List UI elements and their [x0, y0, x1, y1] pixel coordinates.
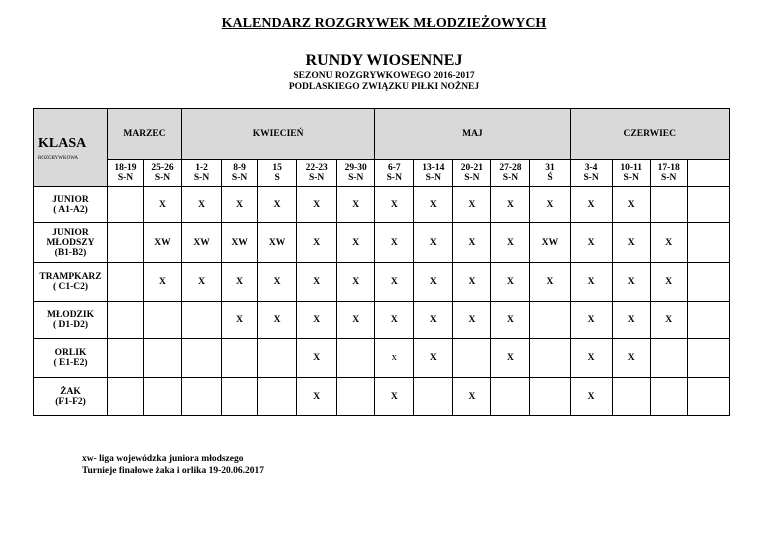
match-cell: X	[375, 302, 414, 339]
category-name: JUNIOR	[52, 194, 89, 205]
match-cell	[222, 378, 258, 416]
date-range: 8-9	[233, 163, 246, 173]
match-cell	[108, 223, 144, 263]
date-range: 13-14	[422, 163, 445, 173]
schedule-table	[33, 108, 730, 416]
month-czerwiec: CZERWIEC	[570, 109, 729, 160]
match-cell: X	[375, 378, 414, 416]
category-code: ( E1-E2)	[53, 358, 88, 368]
match-cell: X	[650, 223, 687, 263]
match-cell: X	[337, 187, 375, 223]
category-code: (F1-F2)	[55, 396, 86, 407]
document-title: KALENDARZ ROZGRYWEK MŁODZIEŻOWYCH	[221, 16, 547, 31]
match-cell: X	[222, 302, 258, 339]
category-cell	[34, 302, 108, 339]
match-cell	[108, 339, 144, 378]
date-header-cell	[414, 160, 453, 187]
klasa-label: KLASA	[38, 136, 87, 151]
date-header-cell	[530, 160, 570, 187]
match-cell: X	[612, 223, 650, 263]
match-cell: X	[650, 263, 687, 302]
date-header-cell	[143, 160, 181, 187]
match-cell	[687, 223, 729, 263]
note-xw-legend: xw- liga wojewódzka juniora młodszego	[82, 454, 244, 464]
date-days: S-N	[464, 173, 480, 183]
match-cell: X	[297, 263, 337, 302]
match-cell: X	[570, 339, 612, 378]
match-cell: X	[297, 378, 337, 416]
match-cell: X	[612, 187, 650, 223]
match-cell: XW	[222, 223, 258, 263]
notes	[82, 453, 264, 477]
match-cell: X	[453, 187, 491, 223]
date-days: S-N	[117, 173, 134, 183]
date-header-cell	[650, 160, 687, 187]
association-line: PODLASKIEGO ZWIĄZKU PIŁKI NOŻNEJ	[288, 82, 480, 92]
date-header-cell	[258, 160, 297, 187]
month-marzec: MARZEC	[108, 109, 182, 160]
category-cell	[34, 339, 108, 378]
match-cell	[258, 378, 297, 416]
match-cell: X	[337, 223, 375, 263]
table-row	[34, 378, 730, 416]
match-cell	[108, 302, 144, 339]
match-cell	[108, 378, 144, 416]
match-cell: X	[570, 302, 612, 339]
match-cell: X	[258, 263, 297, 302]
date-range: 17-18	[657, 163, 680, 173]
table-row	[34, 223, 730, 263]
match-cell: X	[375, 187, 414, 223]
category-code: (B1-B2)	[54, 247, 87, 258]
match-cell: XW	[258, 223, 297, 263]
date-header-cell	[453, 160, 491, 187]
match-cell: X	[530, 187, 570, 223]
date-days: S-N	[661, 173, 677, 183]
date-days: S-N	[348, 173, 364, 183]
category-code: ( A1-A2)	[53, 204, 88, 215]
match-cell: X	[297, 302, 337, 339]
match-cell: X	[570, 187, 612, 223]
category-cell	[34, 378, 108, 416]
date-days: S-N	[502, 173, 519, 183]
table-row	[34, 187, 730, 223]
match-cell: X	[612, 302, 650, 339]
match-cell	[650, 187, 687, 223]
category-name: ŻAK	[60, 386, 81, 397]
date-range: 10-11	[620, 163, 642, 173]
match-cell: X	[570, 223, 612, 263]
match-cell	[258, 339, 297, 378]
date-header-cell	[570, 160, 612, 187]
table-row	[34, 339, 730, 378]
match-cell: X	[258, 302, 297, 339]
date-range: 22-23	[305, 163, 328, 173]
category-name: ORLIK	[54, 348, 87, 358]
category-name: TRAMPKARZ	[39, 272, 102, 282]
match-cell	[414, 378, 453, 416]
document-subtitle: RUNDY WIOSENNEJ	[305, 52, 463, 69]
match-cell: X	[414, 223, 453, 263]
match-cell: X	[182, 263, 222, 302]
match-cell	[687, 302, 729, 339]
match-cell	[108, 187, 144, 223]
category-cell	[34, 223, 108, 263]
match-cell: XW	[143, 223, 181, 263]
date-days: Ś	[547, 173, 553, 183]
date-range: 1-2	[195, 163, 208, 173]
match-cell: X	[491, 223, 530, 263]
klasa-sublabel: ROZGRYWKOWA	[38, 156, 78, 161]
match-cell	[530, 302, 570, 339]
date-range: 25-26	[151, 163, 174, 173]
match-cell: X	[453, 223, 491, 263]
match-cell: X	[143, 187, 181, 223]
match-cell	[453, 339, 491, 378]
date-header-cell	[297, 160, 337, 187]
match-cell: X	[612, 339, 650, 378]
match-cell: X	[143, 263, 181, 302]
date-days: S-N	[623, 173, 639, 183]
match-cell: x	[375, 339, 414, 378]
match-cell	[687, 339, 729, 378]
date-days: S-N	[154, 173, 171, 183]
match-cell: X	[222, 263, 258, 302]
table-row	[34, 263, 730, 302]
match-cell: X	[491, 187, 530, 223]
match-cell: X	[612, 263, 650, 302]
match-cell	[491, 378, 530, 416]
date-days: S-N	[231, 173, 248, 183]
date-days: S-N	[193, 173, 210, 183]
match-cell: X	[414, 339, 453, 378]
match-cell: X	[258, 187, 297, 223]
date-header-cell	[612, 160, 650, 187]
date-days: S-N	[386, 173, 402, 183]
match-cell: X	[491, 339, 530, 378]
date-header-cell	[108, 160, 144, 187]
match-cell: X	[414, 302, 453, 339]
match-cell: X	[414, 187, 453, 223]
match-cell: X	[570, 378, 612, 416]
match-cell	[650, 378, 687, 416]
match-cell: X	[182, 187, 222, 223]
category-cell	[34, 263, 108, 302]
date-header-cell	[337, 160, 375, 187]
match-cell: X	[491, 263, 530, 302]
match-cell: X	[570, 263, 612, 302]
match-cell	[530, 339, 570, 378]
match-cell	[687, 378, 729, 416]
date-range: 20-21	[460, 163, 483, 173]
date-days: S-N	[425, 173, 441, 183]
date-range: 15	[272, 163, 282, 173]
month-kwiecien: KWIECIEŃ	[182, 109, 375, 160]
category-code: ( C1-C2)	[52, 282, 89, 292]
match-cell	[182, 302, 222, 339]
date-header-cell	[222, 160, 258, 187]
date-range: 31	[545, 163, 555, 173]
date-range: 3-4	[584, 163, 598, 173]
match-cell	[612, 378, 650, 416]
category-code: ( D1-D2)	[52, 320, 89, 330]
match-cell: X	[222, 187, 258, 223]
match-cell: X	[453, 263, 491, 302]
match-cell: X	[530, 263, 570, 302]
date-header-cell	[491, 160, 530, 187]
match-cell	[108, 263, 144, 302]
match-cell: X	[375, 263, 414, 302]
match-cell	[182, 378, 222, 416]
match-cell	[337, 378, 375, 416]
match-cell: X	[453, 302, 491, 339]
note-final-tournaments: Turnieje finałowe żaka i orlika 19-20.06.2017	[82, 466, 264, 476]
match-cell: XW	[530, 223, 570, 263]
date-header-empty	[687, 160, 729, 187]
match-cell	[143, 339, 181, 378]
klasa-header-cell	[34, 109, 108, 187]
match-cell: X	[297, 339, 337, 378]
match-cell: X	[650, 302, 687, 339]
match-cell	[222, 339, 258, 378]
table-row	[34, 302, 730, 339]
match-cell: XW	[182, 223, 222, 263]
date-range: 29-30	[344, 163, 367, 173]
match-cell	[143, 378, 181, 416]
date-days: S-N	[583, 173, 599, 183]
date-header-cell	[375, 160, 414, 187]
category-cell	[34, 187, 108, 223]
month-maj: MAJ	[375, 109, 570, 160]
date-range: 18-19	[114, 163, 137, 173]
match-cell: X	[375, 223, 414, 263]
match-cell: X	[297, 223, 337, 263]
date-range: 6-7	[387, 163, 401, 173]
match-cell: X	[453, 378, 491, 416]
match-cell: X	[414, 263, 453, 302]
category-name: MŁODZIK	[47, 310, 94, 320]
match-cell	[337, 339, 375, 378]
match-cell	[687, 187, 729, 223]
match-cell: X	[491, 302, 530, 339]
match-cell: X	[297, 187, 337, 223]
match-cell	[143, 302, 181, 339]
date-days: S-N	[308, 173, 325, 183]
date-header-cell	[182, 160, 222, 187]
match-cell	[687, 263, 729, 302]
date-days: S	[274, 173, 280, 183]
category-name: JUNIOR MŁODSZY	[46, 227, 95, 248]
match-cell	[650, 339, 687, 378]
match-cell: X	[337, 302, 375, 339]
date-range: 27-28	[499, 163, 522, 173]
match-cell	[182, 339, 222, 378]
season-line: SEZONU ROZGRYWKOWEGO 2016-2017	[293, 71, 475, 81]
match-cell: X	[337, 263, 375, 302]
match-cell	[530, 378, 570, 416]
